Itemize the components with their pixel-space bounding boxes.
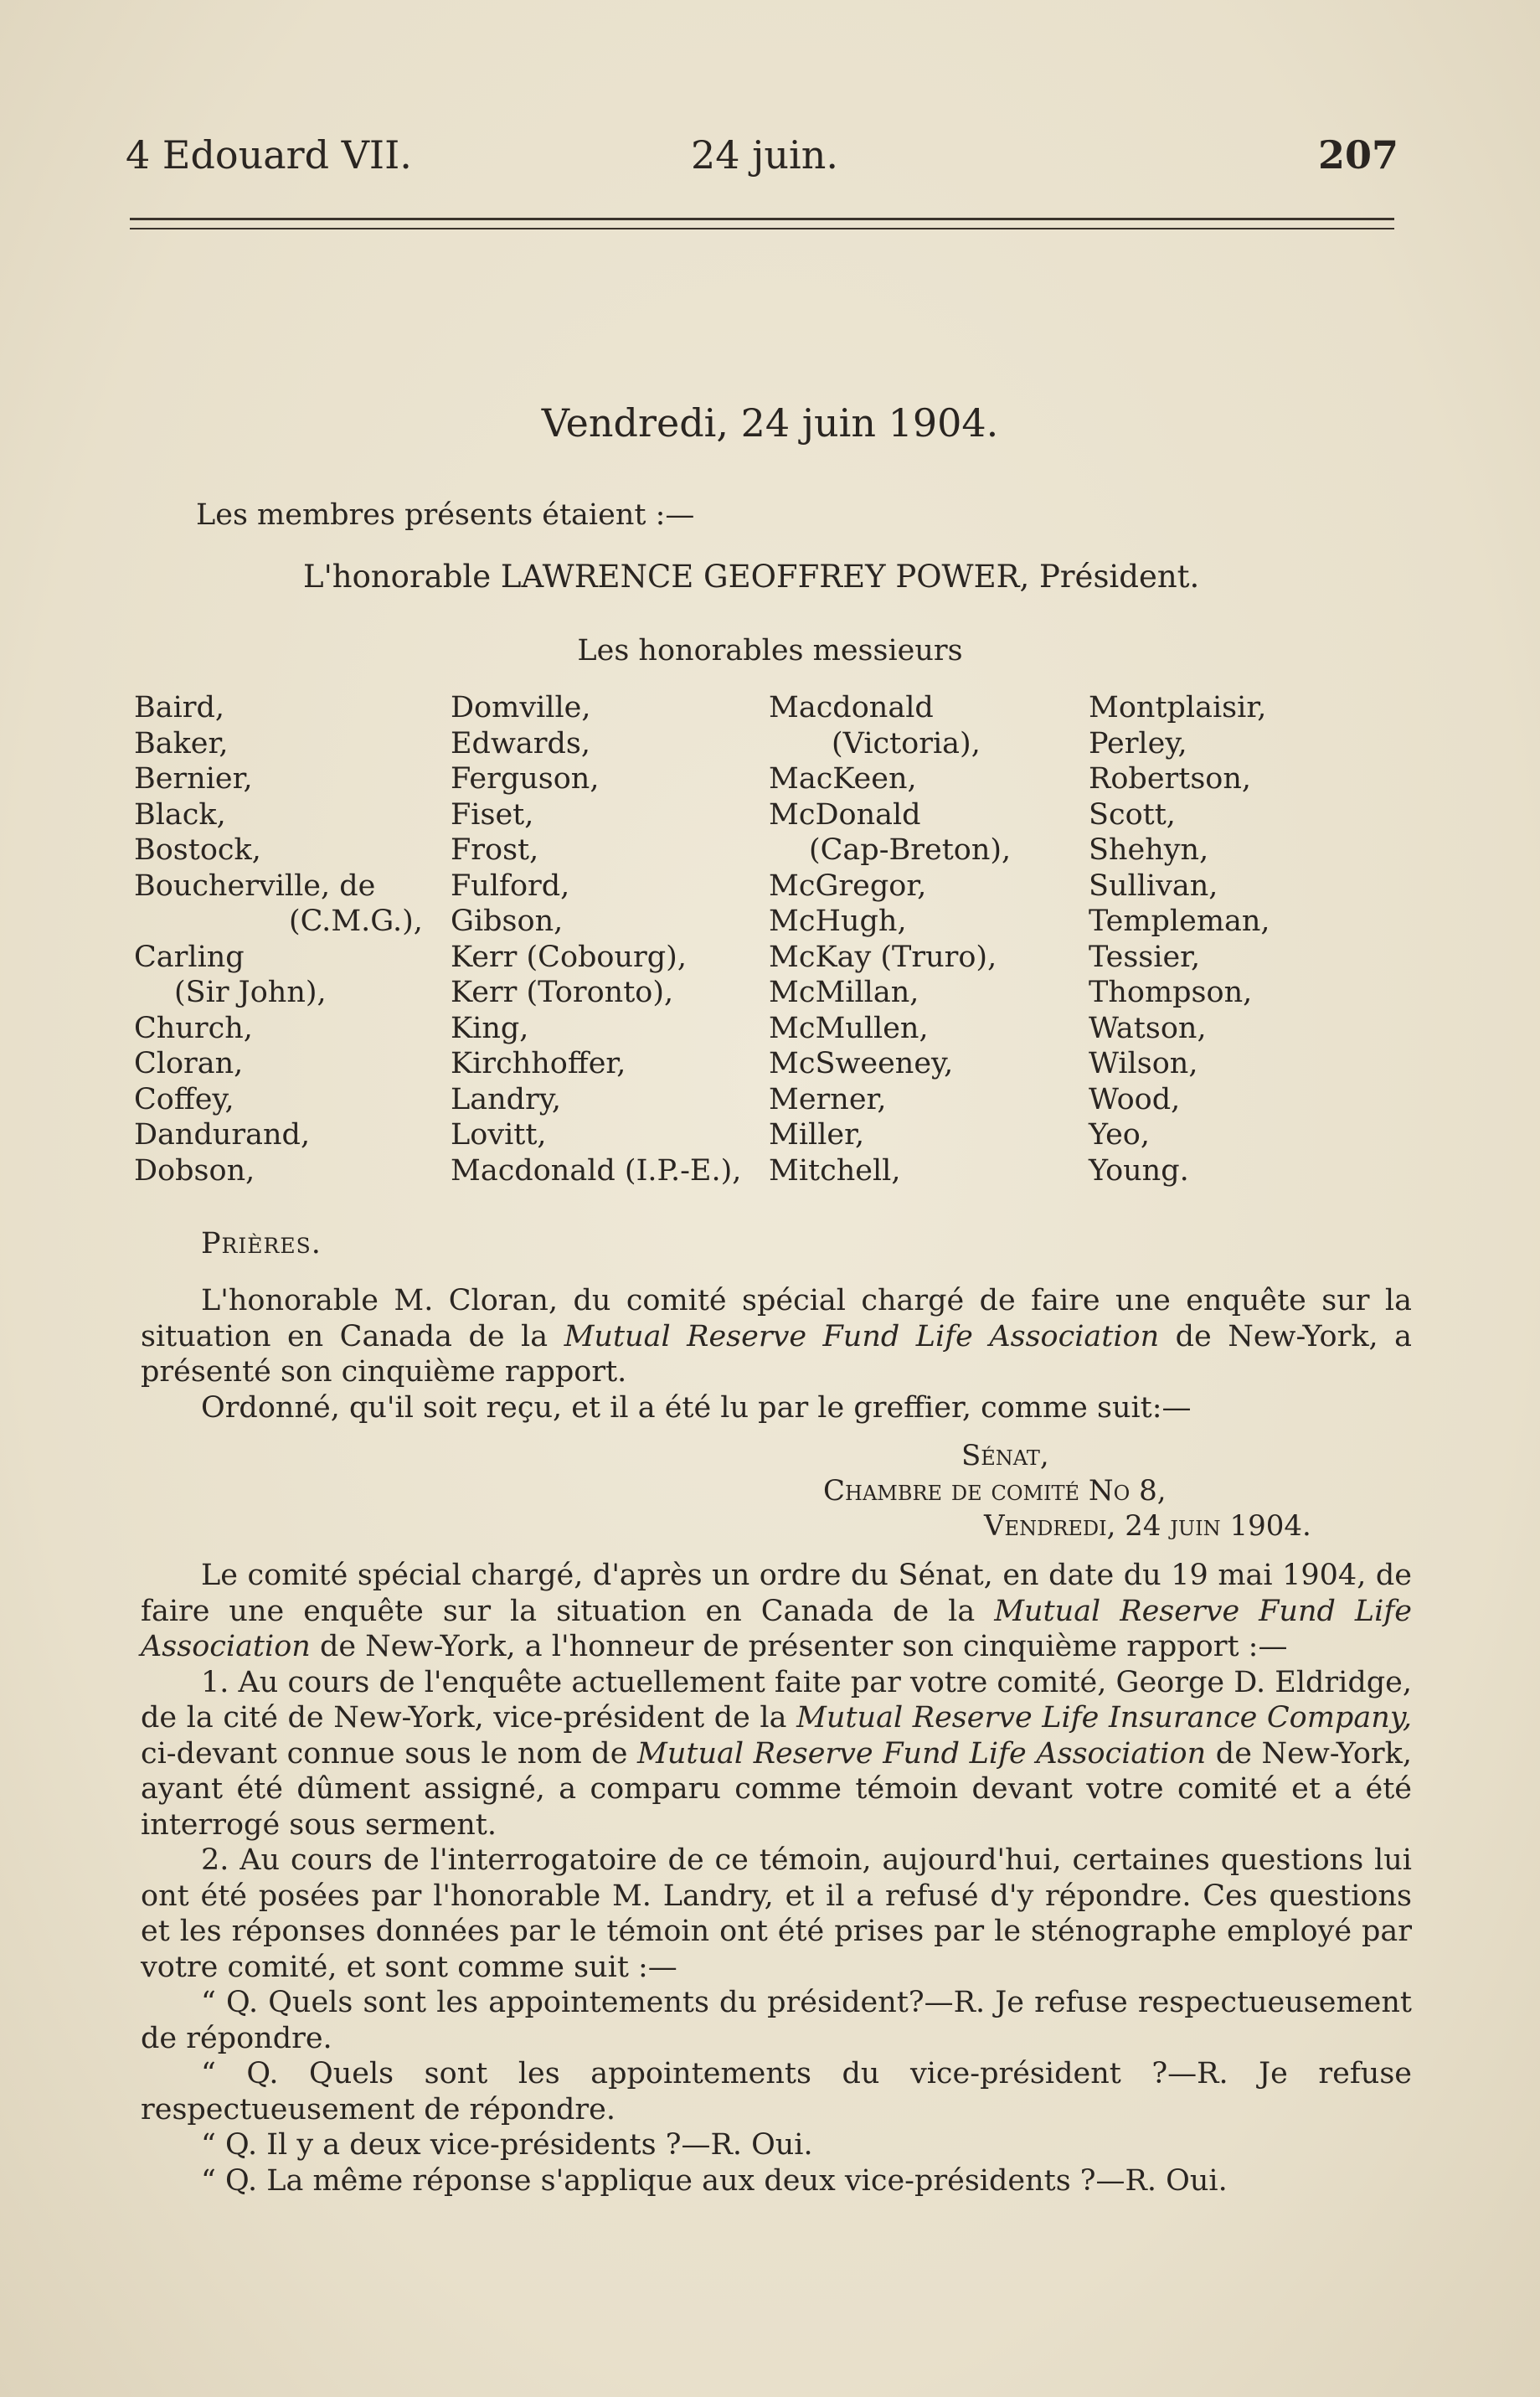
member-name: Bostock, <box>134 833 261 867</box>
paragraph-ordered: Ordonné, qu'il soit reçu, et il a été lu par le greffier, comme suit:— <box>201 1390 1192 1425</box>
member-name: Bernier, <box>134 762 253 796</box>
company-name: Mutual Reserve Life Insurance Company, <box>796 1701 1412 1735</box>
member-name: Mitchell, <box>769 1153 901 1188</box>
member-name: McMullen, <box>769 1011 929 1045</box>
member-name: King, <box>451 1011 529 1045</box>
prayers-heading: Prières. <box>201 1227 322 1260</box>
member-name: Watson, <box>1089 1011 1207 1045</box>
members-column-2 <box>451 690 741 1188</box>
member-name: Boucherville, de <box>134 869 376 903</box>
president-line: L'honorable LAWRENCE GEOFFREY POWER, Président. <box>303 559 1200 595</box>
member-name: Kerr (Toronto), <box>451 976 674 1009</box>
member-name: Landry, <box>451 1082 562 1116</box>
members-column-3 <box>769 690 1011 1188</box>
paragraph-report-intro <box>141 1558 1412 1665</box>
association-name: Mutual Reserve Fund Life Association <box>141 1594 1412 1663</box>
honorables-heading: Les honorables messieurs <box>577 634 963 668</box>
member-name: Shehyn, <box>1089 833 1209 867</box>
member-name: Robertson, <box>1089 762 1252 796</box>
member-name: Miller, <box>769 1118 865 1152</box>
para-text: L'honorable M. Cloran, du comité spécial chargé de faire une enquête sur la situation en Canada de la <box>141 1284 1412 1353</box>
report-date-label: Vendredi, 24 juin 1904. <box>984 1509 1311 1543</box>
qa-line: “ Q. La même réponse s'applique aux deux vice-présidents ?—R. Oui. <box>201 2163 1228 2198</box>
qa-line: “ Q. Quels sont les appointements du vice-président ?—R. Je refuse respectueusement de répondre. <box>141 2057 1412 2126</box>
member-name: Wilson, <box>1089 1047 1198 1080</box>
member-name: Gibson, <box>451 905 564 938</box>
member-name: Yeo, <box>1089 1118 1150 1152</box>
member-name: Cloran, <box>134 1047 244 1080</box>
header-regnal-year: 4 Edouard VII. <box>126 132 412 178</box>
member-name: McMillan, <box>769 976 919 1009</box>
para-text: 1. Au cours de l'enquête actuellement faite par votre comité, George D. Eldridge, de la cité de New-York, vice-président de la <box>141 1665 1413 1735</box>
para-text: de New-York, ayant été dûment assigné, a comparu comme témoin devant votre comité et a été interrogé sous serment. <box>141 1736 1412 1842</box>
association-name: Mutual Reserve Fund Life Association <box>564 1319 1160 1353</box>
member-name: Domville, <box>451 691 591 724</box>
member-name: Edwards, <box>451 726 591 760</box>
members-column-4 <box>1089 690 1270 1188</box>
para-text: de New-York, a l'honneur de présenter son cinquième rapport :— <box>310 1630 1288 1663</box>
member-name: Baird, <box>134 691 225 724</box>
qa-line: “ Q. Il y a deux vice-présidents ?—R. Oui. <box>201 2128 813 2162</box>
member-name: Lovitt, <box>451 1118 547 1152</box>
member-name: (Cap-Breton), <box>809 833 1012 867</box>
paragraph-item-2: 2. Au cours de l'interrogatoire de ce témoin, aujourd'hui, certaines questions lui ont été posées par l'honorable M. Landry, et il a refusé d'y répondre. Ces questions et les réponses données par le témoin ont été prises par le sténographe employé par votre comité, et sont comme suit :— <box>141 1843 1412 1984</box>
member-name: Macdonald (I.P.-E.), <box>451 1153 742 1188</box>
member-name: (C.M.G.), <box>289 905 423 938</box>
page-number: 207 <box>1317 132 1398 178</box>
member-name: McGregor, <box>769 869 927 903</box>
member-name: Macdonald <box>769 691 934 724</box>
running-header <box>126 132 1398 183</box>
member-name: Tessier, <box>1089 940 1201 974</box>
member-name: Sullivan, <box>1089 869 1218 903</box>
member-name: Wood, <box>1089 1082 1181 1116</box>
member-name: Fulford, <box>451 869 570 903</box>
member-name: McHugh, <box>769 905 907 938</box>
member-name: Kirchhoffer, <box>451 1047 626 1080</box>
members-intro: Les membres présents étaient :— <box>196 498 695 532</box>
member-name: Scott, <box>1089 797 1176 832</box>
member-name: Dandurand, <box>134 1118 311 1152</box>
qa-line: “ Q. Quels sont les appointements du président?—R. Je refuse respectueusement de répondre. <box>141 1986 1412 2055</box>
member-name: Young. <box>1089 1153 1189 1188</box>
member-name: McSweeney, <box>769 1047 954 1080</box>
committee-report <box>141 1558 1412 2199</box>
member-name: Montplaisir, <box>1089 691 1267 724</box>
member-name: Baker, <box>134 726 229 760</box>
header-date: 24 juin. <box>691 132 839 178</box>
member-name: MacKeen, <box>769 762 917 796</box>
member-name: Church, <box>134 1011 253 1045</box>
member-name: Fiset, <box>451 797 534 832</box>
member-name: Coffey, <box>134 1082 234 1116</box>
member-name: Kerr (Cobourg), <box>451 940 687 974</box>
member-name: McDonald <box>769 797 921 832</box>
member-name: (Sir John), <box>174 976 327 1009</box>
member-name: Carling <box>134 940 245 974</box>
committee-room-label: Chambre de comité No 8, <box>823 1474 1167 1508</box>
header-rule <box>130 218 1394 220</box>
member-name: Ferguson, <box>451 762 600 796</box>
para-text: ci-devant connue sous le nom de <box>141 1736 638 1771</box>
member-name: Frost, <box>451 833 539 867</box>
date-title: Vendredi, 24 juin 1904. <box>541 400 999 446</box>
member-name: Thompson, <box>1089 976 1253 1009</box>
member-name: Merner, <box>769 1082 887 1116</box>
para-text: Le comité spécial chargé, d'après un ordre du Sénat, en date du 19 mai 1904, de faire une enquête sur la situation en Canada de la <box>141 1559 1412 1628</box>
member-name: Dobson, <box>134 1153 255 1188</box>
para-text: de New-York, a présenté son cinquième rapport. <box>141 1319 1412 1389</box>
senate-label: Sénat, <box>961 1439 1049 1472</box>
report-presentation <box>141 1283 1412 1425</box>
member-name: Perley, <box>1089 726 1187 760</box>
member-name: McKay (Truro), <box>769 940 997 974</box>
members-column-1 <box>134 690 423 1188</box>
header-rule-thin <box>130 228 1394 229</box>
member-name: Templeman, <box>1089 905 1270 938</box>
association-name: Mutual Reserve Fund Life Association <box>637 1736 1207 1771</box>
member-name: (Victoria), <box>832 726 981 760</box>
member-name: Black, <box>134 797 226 832</box>
paragraph-cloran-report <box>141 1283 1412 1390</box>
paragraph-item-1 <box>141 1665 1412 1843</box>
